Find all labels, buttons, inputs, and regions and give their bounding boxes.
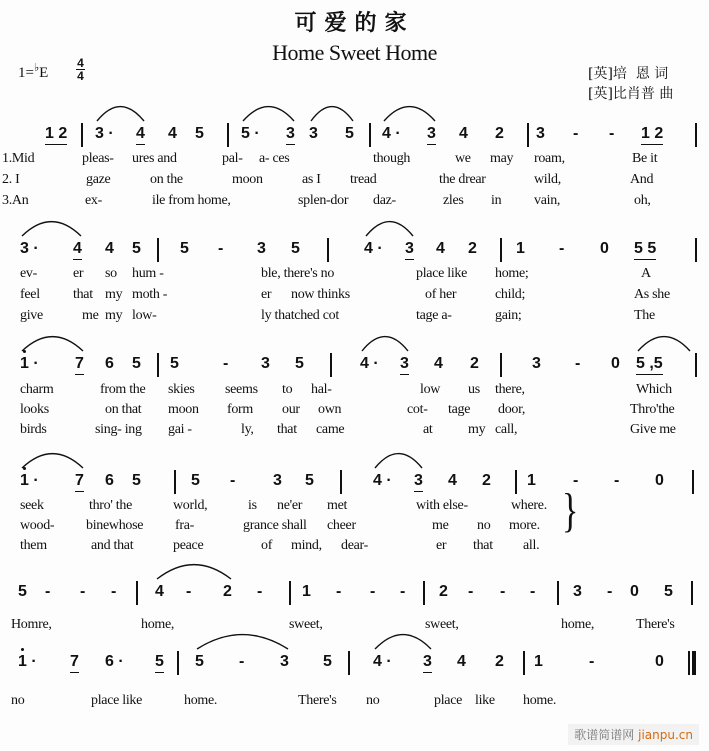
lyric-word: er (261, 287, 272, 302)
lyric-word: mind, (291, 538, 322, 553)
time-bottom: 4 (77, 69, 84, 83)
lyric-word: er (73, 266, 84, 281)
dash-extension: - (400, 583, 406, 600)
dash-extension: - (609, 125, 615, 142)
note: 1 (302, 583, 311, 600)
barline (177, 651, 179, 675)
lyric-word: door, (498, 402, 526, 417)
lyric-word: tage (448, 402, 471, 417)
slur (311, 107, 353, 121)
lyric-word: sweet, (425, 617, 459, 632)
barline (695, 238, 697, 262)
lyric-word: 1.Mid (2, 151, 35, 166)
key-note: E (39, 65, 49, 81)
dash-extension: - (111, 583, 117, 600)
note: 5 (195, 125, 204, 142)
note: 2 (470, 355, 479, 372)
note: 3 (261, 355, 270, 372)
note: 1 2 (45, 125, 67, 145)
lyric-word: place (434, 693, 463, 708)
lyric-word: us (468, 382, 480, 397)
note: 5 · (241, 125, 260, 142)
lyric-word: A (641, 266, 651, 281)
note: 5 (305, 472, 314, 489)
barline (81, 123, 83, 147)
barline (692, 470, 694, 494)
lyric-word: home, (561, 617, 595, 632)
note: 4 (434, 355, 443, 372)
lyric-word: gaze (86, 172, 111, 187)
lyric-word: came (316, 422, 345, 437)
barline (174, 470, 176, 494)
lyric-word: seek (20, 498, 44, 513)
note: 6 (105, 472, 114, 489)
dash-extension: - (607, 583, 613, 600)
lyric-word: met (327, 498, 348, 513)
note: 4 · (373, 653, 392, 670)
lyric-word: ile from home, (152, 193, 231, 208)
lyric-word: wood- (20, 518, 55, 533)
note: 2 (439, 583, 448, 600)
lyric-word: Homre, (11, 617, 52, 632)
lyric-word: where. (511, 498, 547, 513)
lyric-word: daz- (373, 193, 396, 208)
note: 2 (495, 125, 504, 142)
rest: 0 (655, 472, 664, 489)
barline (423, 581, 425, 605)
lyric-word: is (248, 498, 257, 513)
note: 3 (309, 125, 318, 142)
lyric-word: looks (20, 402, 49, 417)
slur (197, 635, 288, 649)
dash-extension: - (559, 240, 565, 257)
lyric-word: ures and (132, 151, 177, 166)
lyric-word: dear- (341, 538, 368, 553)
lyric-word: on that (105, 402, 142, 417)
barline (695, 353, 697, 377)
barline (369, 123, 371, 147)
lyric-word: ne'er (277, 498, 303, 513)
note: 5 (18, 583, 27, 600)
lyric-word: ly, (241, 422, 254, 437)
barline (527, 123, 529, 147)
rest: 0 (611, 355, 620, 372)
lyric-word: tread (350, 172, 377, 187)
lyric-word: As she (634, 287, 670, 302)
note: 3 (427, 125, 436, 145)
lyric-word: sweet, (289, 617, 323, 632)
lyric-word: splen-dor (298, 193, 349, 208)
lyric-word: from the (100, 382, 146, 397)
composer-credit: [英]比肖普 曲 (588, 86, 674, 102)
lyric-word: no (366, 693, 380, 708)
note: 5 (170, 355, 179, 372)
barline (348, 651, 350, 675)
lyric-word: we (455, 151, 471, 166)
title-chinese: 可爱的家 (294, 10, 415, 36)
lyric-word: The (634, 308, 655, 323)
lyric-word: cheer (327, 518, 356, 533)
note: 7 (70, 653, 79, 673)
note: 3 (573, 583, 582, 600)
note: 1 2 (641, 125, 663, 145)
note: 2 (495, 653, 504, 670)
lyric-word: give (20, 308, 43, 323)
note: 4 (436, 240, 445, 257)
lyric-word: call, (495, 422, 518, 437)
lyric-word: a- ces (259, 151, 290, 166)
barline (340, 470, 342, 494)
flat-sign: ♭ (33, 62, 40, 74)
rest: 0 (600, 240, 609, 257)
lyric-word: gai - (168, 422, 192, 437)
note: 4 (73, 240, 82, 260)
note: 4 (448, 472, 457, 489)
note: 4 (136, 125, 145, 145)
dash-extension: - (186, 583, 192, 600)
lyric-word: gain; (495, 308, 522, 323)
dash-extension: - (45, 583, 51, 600)
lyric-word: home. (523, 693, 557, 708)
note: 3 (286, 125, 295, 145)
slur (22, 337, 83, 351)
slur (157, 565, 231, 579)
note: 5 (132, 240, 141, 257)
note: 3 (536, 125, 545, 142)
lyric-word: seems (225, 382, 258, 397)
verse-brace: } (562, 485, 579, 538)
lyric-word: the drear (439, 172, 486, 187)
lyric-word: hum - (132, 266, 164, 281)
lyric-word: own (318, 402, 342, 417)
lyric-word: form (227, 402, 254, 417)
lyric-word: hal- (311, 382, 332, 397)
lyric-word: er (436, 538, 447, 553)
note: 1 (534, 653, 543, 670)
dash-extension: - (239, 653, 245, 670)
lyric-word: moon (232, 172, 263, 187)
lyric-word: there, (495, 382, 525, 397)
dash-extension: - (589, 653, 595, 670)
lyric-word: place like (91, 693, 143, 708)
note: 3 (273, 472, 282, 489)
lyric-word: my (105, 287, 123, 302)
barline (136, 581, 138, 605)
lyric-word: skies (168, 382, 195, 397)
lyric-word: at (423, 422, 433, 437)
note: 3 (400, 355, 409, 375)
lyric-word: that (73, 287, 93, 302)
lyric-word: home. (184, 693, 218, 708)
lyric-word: pal- (222, 151, 243, 166)
note: 5 (664, 583, 673, 600)
note: 5 (132, 355, 141, 372)
note: 1 (527, 472, 536, 489)
lyric-word: though (373, 151, 411, 166)
slur (366, 222, 413, 236)
dash-extension: - (336, 583, 342, 600)
note: 2 (223, 583, 232, 600)
note: 4 · (382, 125, 401, 142)
lyric-word: There's (636, 617, 675, 632)
note: 5 (132, 472, 141, 489)
note: 4 (105, 240, 114, 257)
lyric-word: that (277, 422, 297, 437)
lyric-word: home, (141, 617, 175, 632)
lyric-word: And (630, 172, 654, 187)
note: 3 (405, 240, 414, 260)
lyric-word: Thro'the (630, 402, 675, 417)
note: 3 (280, 653, 289, 670)
lyric-word: pleas- (82, 151, 114, 166)
note: 4 · (373, 472, 392, 489)
lyric-word: my (105, 308, 123, 323)
lyric-word: no (11, 693, 25, 708)
note: 4 · (364, 240, 383, 257)
lyric-word: wild, (534, 172, 561, 187)
lyric-word: in (491, 193, 502, 208)
barline (157, 238, 159, 262)
lyric-word: ly thatched cot (261, 308, 339, 323)
lyric-word: world, (173, 498, 208, 513)
lyric-word: birds (20, 422, 47, 437)
slur (375, 454, 422, 468)
lyric-word: home; (495, 266, 529, 281)
lyric-word: child; (495, 287, 526, 302)
note: 3 (414, 472, 423, 492)
lyric-word: of (261, 538, 273, 553)
note: 3 (423, 653, 432, 673)
note: 4 (457, 653, 466, 670)
note: 5 (155, 653, 164, 673)
lyric-word: ble, there's no (261, 266, 335, 281)
slur (97, 107, 144, 121)
lyric-word: zles (443, 193, 464, 208)
lyric-word: low- (132, 308, 157, 323)
lyric-word: like (475, 693, 495, 708)
dash-extension: - (230, 472, 236, 489)
lyric-word: Which (636, 382, 672, 397)
dash-extension: - (218, 240, 224, 257)
slur (362, 337, 408, 351)
watermark-cn: 歌谱简谱网 (574, 728, 635, 742)
lyric-word: thro' the (89, 498, 132, 513)
lyric-word: now thinks (291, 287, 350, 302)
note: 5 (291, 240, 300, 257)
slur (22, 454, 83, 468)
lyric-word: my (468, 422, 486, 437)
final-barline-thick (692, 651, 696, 675)
note: 7 (75, 472, 84, 492)
note: 5 5 (634, 240, 656, 260)
lyric-word: oh, (634, 193, 651, 208)
lyric-word: There's (298, 693, 337, 708)
note: 4 (459, 125, 468, 142)
note: 5 (191, 472, 200, 489)
note: 7 (75, 355, 84, 375)
note: 5 (195, 653, 204, 670)
barline (327, 238, 329, 262)
barline (500, 238, 502, 262)
lyric-word: fra- (175, 518, 195, 533)
note: 5 ,5 (636, 355, 663, 375)
slur (375, 635, 431, 649)
dash-extension: - (500, 583, 506, 600)
note: 4 (168, 125, 177, 142)
lyric-word: peace (173, 538, 204, 553)
lyric-word: moth - (132, 287, 168, 302)
note: 4 (155, 583, 164, 600)
lyric-word: on the (150, 172, 183, 187)
note: 1 · (18, 653, 37, 670)
lyricist-credit: [英]培 恩 词 (588, 66, 669, 82)
lyric-word: tage a- (416, 308, 452, 323)
lyric-word: ex- (85, 193, 102, 208)
title-english: Home Sweet Home (272, 40, 437, 65)
note: 3 · (95, 125, 114, 142)
watermark-en: jianpu.cn (638, 728, 693, 742)
lyric-word: 2. I (2, 172, 20, 187)
note: 3 · (20, 240, 39, 257)
note: 5 (180, 240, 189, 257)
lyric-word: ev- (20, 266, 37, 281)
dash-extension: - (223, 355, 229, 372)
lyric-word: so (105, 266, 117, 281)
dash-extension: - (468, 583, 474, 600)
lyric-word: Give me (630, 422, 676, 437)
lyric-word: me (432, 518, 449, 533)
barline (557, 581, 559, 605)
barline (500, 353, 502, 377)
note: 1 (516, 240, 525, 257)
lyric-word: may (490, 151, 514, 166)
dash-extension: - (575, 355, 581, 372)
rest: 0 (630, 583, 639, 600)
dash-extension: - (530, 583, 536, 600)
note: 5 (295, 355, 304, 372)
dash-extension: - (614, 472, 620, 489)
note: 2 (482, 472, 491, 489)
barline (289, 581, 291, 605)
note: 1 · (20, 355, 39, 372)
lyric-word: 3.An (2, 193, 29, 208)
lyric-word: as I (302, 172, 321, 187)
note: 6 (105, 355, 114, 372)
barline (330, 353, 332, 377)
lyric-word: no (477, 518, 491, 533)
lyric-word: to (282, 382, 293, 397)
key-label: 1= (18, 65, 34, 81)
slur (243, 107, 294, 121)
slur (22, 222, 81, 236)
note: 5 (345, 125, 354, 142)
barline (515, 470, 517, 494)
lyric-word: cot- (407, 402, 428, 417)
lyric-word: moon (168, 402, 199, 417)
note: 5 (323, 653, 332, 670)
barline (227, 123, 229, 147)
note: 6 · (105, 653, 124, 670)
lyric-word: with else- (416, 498, 468, 513)
final-barline-thin (688, 651, 690, 675)
dash-extension: - (80, 583, 86, 600)
lyric-word: of her (425, 287, 457, 302)
barline (157, 353, 159, 377)
lyric-word: roam, (534, 151, 565, 166)
lyric-word: low (420, 382, 441, 397)
lyric-word: place like (416, 266, 468, 281)
lyric-word: our (282, 402, 300, 417)
dash-extension: - (257, 583, 263, 600)
note: 3 (532, 355, 541, 372)
slur (384, 107, 435, 121)
dash-extension: - (370, 583, 376, 600)
note: 4 · (360, 355, 379, 372)
barline (523, 651, 525, 675)
barline (695, 123, 697, 147)
lyric-word: that (473, 538, 493, 553)
lyric-word: me (82, 308, 99, 323)
lyric-word: vain, (534, 193, 561, 208)
lyric-word: binewhose (86, 518, 144, 533)
lyric-word: Be it (632, 151, 658, 166)
lyric-word: more. (509, 518, 540, 533)
lyric-word: and that (91, 538, 134, 553)
lyric-word: sing- ing (95, 422, 142, 437)
dash-extension: - (573, 472, 579, 489)
rest: 0 (655, 653, 664, 670)
lyric-word: them (20, 538, 47, 553)
dash-extension: - (573, 125, 579, 142)
note: 3 (257, 240, 266, 257)
lyric-word: charm (20, 382, 54, 397)
barline (691, 581, 693, 605)
slur (638, 337, 690, 351)
lyric-word: grance shall (243, 518, 307, 533)
time-top: 4 (77, 56, 84, 70)
lyric-word: feel (20, 287, 40, 302)
note: 2 (468, 240, 477, 257)
lyric-word: all. (523, 538, 540, 553)
note: 1 · (20, 472, 39, 489)
